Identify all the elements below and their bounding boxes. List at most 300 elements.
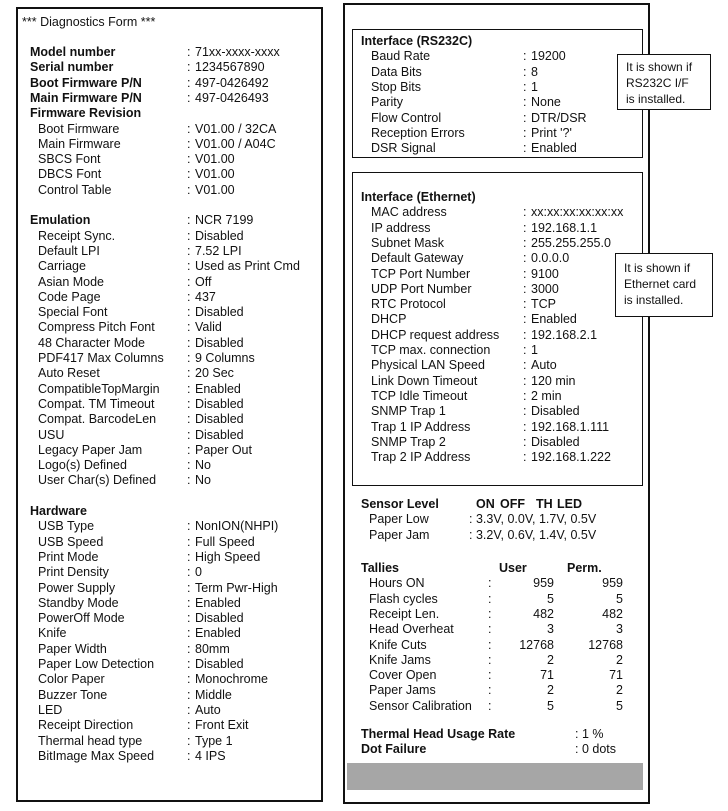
ethernet-row	[353, 358, 642, 373]
rs232-row	[353, 65, 642, 80]
firmware-revision-heading	[18, 106, 321, 121]
emulation-row	[18, 336, 321, 351]
sensor-title: Sensor Level	[361, 497, 439, 511]
hardware-row-label: Print Mode	[38, 549, 99, 564]
ethernet-row	[353, 251, 642, 266]
separator-colon: :	[187, 75, 191, 90]
tallies-row-user: 5	[547, 591, 554, 606]
emulation-row-value: No	[195, 473, 211, 488]
hardware-heading	[18, 504, 321, 519]
emulation-row-value: Disabled	[195, 305, 244, 320]
separator-colon: :	[187, 136, 191, 151]
tallies-row-user: 71	[540, 668, 554, 683]
rs232-row-value: 8	[531, 64, 538, 79]
id-row-label: Main Firmware P/N	[30, 90, 142, 105]
firmware-row-value: V01.00	[195, 182, 235, 197]
emulation-row-label: Asian Mode	[38, 274, 105, 289]
emulation-row	[18, 305, 321, 320]
emulation-row	[18, 443, 321, 458]
hardware-row-value: Monochrome	[195, 672, 268, 687]
separator-colon: :	[187, 641, 191, 656]
ethernet-row-value: 1	[531, 343, 538, 357]
separator-colon: :	[523, 373, 527, 388]
separator-colon: :	[523, 388, 527, 403]
separator-colon: :	[187, 351, 191, 365]
hardware-row-value: 80mm	[195, 641, 230, 656]
ethernet-row-label: SNMP Trap 2	[371, 434, 446, 449]
emulation-row	[18, 229, 321, 244]
ethernet-row-value: Auto	[531, 358, 557, 373]
separator-colon: :	[523, 205, 527, 220]
tallies-row-perm: 2	[616, 683, 623, 698]
emulation-label: Emulation	[30, 213, 91, 228]
emulation-row-label: Special Font	[38, 305, 108, 320]
tallies-row	[345, 576, 648, 591]
ethernet-row	[353, 374, 642, 389]
sensor-row	[345, 528, 648, 543]
emulation-row-label: Receipt Sync.	[38, 228, 116, 243]
ethernet-row	[353, 312, 642, 327]
ethernet-row	[353, 297, 642, 312]
tallies-row	[345, 653, 648, 668]
id-row-label: Model number	[30, 45, 116, 59]
emulation-row-label: Compat. BarcodeLen	[38, 412, 157, 427]
ethernet-row-value: 255.255.255.0	[531, 235, 611, 250]
hardware-row-label: Paper Width	[38, 641, 107, 656]
tallies-row-perm: 12768	[588, 637, 623, 652]
firmware-row	[18, 183, 321, 198]
separator-colon: :	[187, 243, 191, 258]
tallies-row-perm: 3	[616, 622, 623, 637]
hardware-row-value: Term Pwr-High	[195, 580, 278, 595]
separator-colon: :	[523, 434, 527, 449]
firmware-row-label: Boot Firmware	[38, 121, 120, 136]
separator-colon: :	[523, 110, 527, 125]
rs232-row-label: DSR Signal	[371, 141, 436, 156]
ethernet-row	[353, 343, 642, 358]
rs232-row-label: Parity	[371, 95, 403, 110]
separator-colon: :	[523, 297, 527, 312]
emulation-row-label: PDF417 Max Columns	[38, 351, 164, 365]
hardware-row-value: Enabled	[195, 595, 241, 610]
emulation-row-value: Disabled	[195, 412, 244, 427]
rs232-row-value: DTR/DSR	[531, 110, 587, 125]
hardware-row-value: Disabled	[195, 611, 244, 626]
tallies-row-perm: 959	[602, 576, 623, 591]
ethernet-row-value: 9100	[531, 266, 559, 281]
separator-colon: :	[187, 595, 191, 610]
separator-colon: :	[187, 718, 191, 733]
ethernet-row	[353, 328, 642, 343]
thermal-head-label: Thermal Head Usage Rate	[361, 727, 516, 741]
separator-colon: :	[187, 549, 191, 564]
rs232-row	[353, 141, 642, 156]
separator-colon: :	[523, 404, 527, 419]
emulation-row-label: CompatibleTopMargin	[38, 381, 160, 396]
dot-failure-row	[345, 742, 648, 757]
emulation-row-value: Disabled	[195, 335, 244, 350]
emulation-row	[18, 244, 321, 259]
emulation-row	[18, 473, 321, 488]
rs232-row-label: Baud Rate	[371, 49, 431, 64]
separator-colon: :	[523, 312, 527, 327]
tallies-row-label: Hours ON	[369, 576, 425, 591]
hardware-row-value: Middle	[195, 687, 232, 702]
emulation-row	[18, 366, 321, 381]
ethernet-row-value: Disabled	[531, 404, 580, 419]
ethernet-row-label: TCP max. connection	[371, 343, 491, 357]
tallies-perm-header: Perm.	[567, 561, 602, 575]
rs232-row-label: Flow Control	[371, 110, 442, 125]
ethernet-note	[615, 253, 713, 317]
rs232-note-line-2: RS232C I/F	[626, 76, 689, 90]
ethernet-row-label: RTC Protocol	[371, 297, 446, 312]
tallies-header-row	[345, 561, 648, 576]
separator-colon: :	[523, 64, 527, 79]
ethernet-row-label: IP address	[371, 220, 431, 235]
ethernet-row	[353, 236, 642, 251]
tallies-row-label: Knife Cuts	[369, 637, 427, 652]
hardware-row-label: Power Supply	[38, 580, 116, 595]
tallies-row-user: 3	[547, 622, 554, 637]
emulation-row-value: Disabled	[195, 396, 244, 411]
ethernet-row	[353, 267, 642, 282]
tallies-row-label: Sensor Calibration	[369, 698, 472, 713]
hardware-row-value: Type 1	[195, 733, 233, 748]
sensor-col-header: ON	[476, 497, 495, 511]
ethernet-row	[353, 282, 642, 297]
tallies-row-user: 959	[533, 576, 554, 591]
ethernet-row-value: 2 min	[531, 388, 562, 403]
sensor-col-header: OFF	[500, 497, 525, 511]
ethernet-row-label: Physical LAN Speed	[371, 358, 485, 373]
tallies-row-perm: 71	[609, 668, 623, 683]
firmware-row	[18, 122, 321, 137]
tallies-row	[345, 699, 648, 714]
ethernet-row-label: DHCP request address	[371, 327, 500, 342]
firmware-row-value: V01.00 / A04C	[195, 136, 276, 151]
id-row	[18, 45, 321, 60]
hardware-row-label: Thermal head type	[38, 733, 143, 748]
tallies-row-perm: 482	[602, 606, 623, 621]
firmware-row-value: V01.00	[195, 167, 235, 182]
separator-colon: :	[523, 266, 527, 281]
firmware-revision-label: Firmware Revision	[30, 106, 142, 121]
ethernet-row	[353, 221, 642, 236]
ethernet-note-line-3: is installed.	[624, 293, 684, 307]
separator-colon: :	[187, 396, 191, 411]
hardware-row-label: Color Paper	[38, 672, 105, 687]
separator-colon: :	[187, 458, 191, 473]
separator-colon: :	[187, 167, 191, 182]
separator-colon: :	[488, 698, 492, 713]
right-panel	[343, 3, 650, 804]
separator-colon: :	[187, 580, 191, 595]
tallies-row	[345, 683, 648, 698]
ethernet-row-value: xx:xx:xx:xx:xx:xx	[531, 205, 624, 220]
sensor-row-label: Paper Jam	[369, 527, 430, 542]
id-row-value: 497-0426492	[195, 75, 269, 90]
hardware-row-label: USB Type	[38, 519, 95, 534]
tallies-row-label: Paper Jams	[369, 683, 436, 698]
separator-colon: :	[187, 672, 191, 687]
separator-colon: :	[488, 622, 492, 637]
rs232-row-value: None	[531, 95, 561, 110]
separator-colon: :	[187, 412, 191, 427]
id-row	[18, 76, 321, 91]
tallies-row-user: 2	[547, 652, 554, 667]
separator-colon: :	[187, 90, 191, 105]
emulation-row-value: Disabled	[195, 228, 244, 243]
firmware-row-label: DBCS Font	[38, 167, 102, 182]
tallies-row	[345, 638, 648, 653]
emulation-value: NCR 7199	[195, 213, 254, 228]
separator-colon: :	[523, 343, 527, 357]
hardware-row-label: Paper Low Detection	[38, 657, 155, 671]
hardware-row	[18, 581, 321, 596]
rs232-box	[352, 29, 643, 158]
thermal-head-value: : 1 %	[575, 727, 604, 741]
hardware-row-label: USB Speed	[38, 534, 104, 549]
emulation-row-value: Disabled	[195, 427, 244, 442]
ethernet-row-value: 120 min	[531, 373, 576, 388]
rs232-row-label: Stop Bits	[371, 79, 422, 94]
left-panel	[16, 7, 323, 802]
ethernet-row	[353, 404, 642, 419]
emulation-row-value: Used as Print Cmd	[195, 259, 300, 274]
ethernet-title: Interface (Ethernet)	[361, 190, 476, 204]
emulation-row	[18, 397, 321, 412]
id-row-value: 1234567890	[195, 60, 265, 75]
firmware-row	[18, 152, 321, 167]
separator-colon: :	[187, 442, 191, 457]
hardware-row-value: Enabled	[195, 626, 241, 641]
separator-colon: :	[187, 60, 191, 75]
emulation-row-label: Legacy Paper Jam	[38, 442, 143, 457]
ethernet-row-label: MAC address	[371, 205, 447, 220]
tallies-row-user: 482	[533, 606, 554, 621]
hardware-row	[18, 596, 321, 611]
rs232-row	[353, 126, 642, 141]
separator-colon: :	[187, 427, 191, 442]
emulation-row-value: Enabled	[195, 381, 241, 396]
hardware-row	[18, 565, 321, 580]
firmware-row	[18, 167, 321, 182]
ethernet-row	[353, 450, 642, 465]
separator-colon: :	[523, 235, 527, 250]
separator-colon: :	[523, 79, 527, 94]
hardware-row-label: BitImage Max Speed	[38, 748, 155, 763]
ethernet-row-label: Trap 2 IP Address	[371, 450, 471, 465]
separator-colon: :	[488, 652, 492, 667]
separator-colon: :	[187, 702, 191, 717]
hardware-row-value: Full Speed	[195, 534, 255, 549]
emulation-row-label: 48 Character Mode	[38, 335, 146, 350]
hardware-row	[18, 688, 321, 703]
emulation-row	[18, 351, 321, 366]
emulation-row-label: Logo(s) Defined	[38, 458, 127, 473]
firmware-row	[18, 137, 321, 152]
ethernet-box	[352, 172, 643, 486]
tallies-user-header: User	[499, 561, 527, 575]
firmware-row-label: Control Table	[38, 182, 112, 197]
tallies-row-perm: 5	[616, 698, 623, 713]
tallies-row-label: Cover Open	[369, 668, 437, 683]
tallies-row-perm: 2	[616, 652, 623, 667]
hardware-row-value: Disabled	[195, 657, 244, 671]
emulation-row	[18, 412, 321, 427]
separator-colon: :	[523, 450, 527, 465]
rs232-row	[353, 111, 642, 126]
rs232-row-value: Print '?'	[531, 125, 572, 140]
hardware-label: Hardware	[30, 504, 87, 518]
separator-colon: :	[187, 381, 191, 396]
ethernet-row-value: 192.168.1.1	[531, 220, 598, 235]
rs232-title-row	[353, 34, 642, 49]
rs232-row-value: Enabled	[531, 141, 577, 156]
hardware-row-label: LED	[38, 702, 63, 717]
rs232-row	[353, 95, 642, 110]
ethernet-row-label: Trap 1 IP Address	[371, 419, 471, 434]
hardware-row-value: 0	[195, 565, 202, 580]
separator-colon: :	[187, 320, 191, 335]
hardware-row	[18, 626, 321, 641]
tallies-row-label: Receipt Len.	[369, 606, 440, 621]
separator-colon: :	[523, 220, 527, 235]
ethernet-row	[353, 389, 642, 404]
hardware-row	[18, 672, 321, 687]
emulation-row-label: Carriage	[38, 259, 86, 274]
emulation-row-label: User Char(s) Defined	[38, 473, 157, 488]
separator-colon: :	[523, 49, 527, 64]
rs232-note-line-1: It is shown if	[626, 60, 693, 74]
rs232-note-line-3: is installed.	[626, 92, 686, 106]
emulation-row-value: 7.52 LPI	[195, 243, 242, 258]
separator-colon: :	[187, 228, 191, 243]
separator-colon: :	[488, 606, 492, 621]
separator-colon: :	[187, 335, 191, 350]
hardware-row-value: Auto	[195, 702, 221, 717]
hardware-row-label: Knife	[38, 626, 67, 641]
ethernet-row-value: 192.168.2.1	[531, 327, 598, 342]
separator-colon: :	[523, 95, 527, 110]
hardware-row	[18, 611, 321, 626]
hardware-row	[18, 550, 321, 565]
dot-failure-label: Dot Failure	[361, 742, 427, 757]
tallies-row-user: 5	[547, 698, 554, 713]
form-title: *** Diagnostics Form ***	[22, 15, 156, 29]
tallies-row-user: 12768	[519, 637, 554, 652]
emulation-row-label: Default LPI	[38, 243, 100, 258]
separator-colon: :	[523, 358, 527, 373]
separator-colon: :	[187, 687, 191, 702]
emulation-row-value: Off	[195, 274, 212, 289]
rs232-row	[353, 80, 642, 95]
tallies-row-label: Knife Jams	[369, 652, 431, 667]
ethernet-row-label: Link Down Timeout	[371, 373, 478, 388]
ethernet-note-line-2: Ethernet card	[624, 277, 697, 291]
firmware-row-label: SBCS Font	[38, 152, 101, 167]
separator-colon: :	[523, 125, 527, 140]
emulation-row-value: No	[195, 458, 211, 473]
hardware-row-value: 4 IPS	[195, 748, 226, 763]
separator-colon: :	[187, 366, 191, 381]
rs232-row-label: Reception Errors	[371, 125, 465, 140]
emulation-row-value: Paper Out	[195, 442, 252, 457]
hardware-row-label: Print Density	[38, 565, 109, 580]
emulation-row-value: 20 Sec	[195, 366, 234, 381]
emulation-row	[18, 320, 321, 335]
ethernet-row-value: 192.168.1.111	[531, 419, 610, 434]
firmware-row-label: Main Firmware	[38, 136, 121, 151]
hardware-row	[18, 703, 321, 718]
separator-colon: :	[187, 611, 191, 626]
rs232-row	[353, 49, 642, 64]
separator-colon: :	[523, 281, 527, 296]
separator-colon: :	[488, 576, 492, 591]
hardware-row	[18, 642, 321, 657]
thermal-head-row	[345, 727, 648, 742]
ethernet-row-value: 0.0.0.0	[531, 251, 570, 266]
emulation-row	[18, 290, 321, 305]
separator-colon: :	[187, 733, 191, 748]
emulation-row	[18, 428, 321, 443]
separator-colon: :	[187, 259, 191, 274]
sensor-row	[345, 512, 648, 527]
emulation-row-label: Compat. TM Timeout	[38, 396, 155, 411]
rs232-row-label: Data Bits	[371, 64, 422, 79]
rs232-row-value: 19200	[531, 49, 566, 64]
id-row	[18, 60, 321, 75]
hardware-row	[18, 734, 321, 749]
hardware-row-label: Buzzer Tone	[38, 687, 108, 702]
hardware-row-value: NonION(NHPI)	[195, 519, 279, 534]
hardware-row-value: Front Exit	[195, 718, 249, 733]
tallies-row-label: Flash cycles	[369, 591, 438, 606]
rs232-note	[617, 54, 711, 110]
separator-colon: :	[187, 626, 191, 641]
ethernet-row	[353, 435, 642, 450]
hardware-row	[18, 535, 321, 550]
rs232-row-value: 1	[531, 79, 538, 94]
separator-colon: :	[187, 657, 191, 671]
hardware-row-label: Receipt Direction	[38, 718, 134, 733]
ethernet-row-value: Disabled	[531, 434, 580, 449]
separator-colon: :	[488, 591, 492, 606]
hardware-row	[18, 657, 321, 672]
tallies-row-perm: 5	[616, 591, 623, 606]
sensor-header-row	[345, 497, 648, 512]
emulation-row	[18, 259, 321, 274]
separator-colon: :	[187, 519, 191, 534]
tallies-row	[345, 668, 648, 683]
rs232-title: Interface (RS232C)	[361, 34, 473, 48]
separator-colon: :	[187, 152, 191, 167]
ethernet-row-label: UDP Port Number	[371, 281, 472, 296]
separator-colon: :	[488, 683, 492, 698]
ethernet-row-label: Subnet Mask	[371, 235, 444, 250]
tallies-title: Tallies	[361, 561, 399, 575]
emulation-row	[18, 275, 321, 290]
hardware-row	[18, 749, 321, 764]
id-row-value: 497-0426493	[195, 90, 269, 105]
separator-colon: :	[187, 213, 191, 228]
ethernet-title-row	[353, 190, 642, 205]
dot-failure-value: : 0 dots	[575, 742, 616, 757]
hardware-row-label: Standby Mode	[38, 595, 119, 610]
ethernet-note-line-1: It is shown if	[624, 261, 691, 275]
sensor-col-header: TH	[536, 497, 553, 511]
